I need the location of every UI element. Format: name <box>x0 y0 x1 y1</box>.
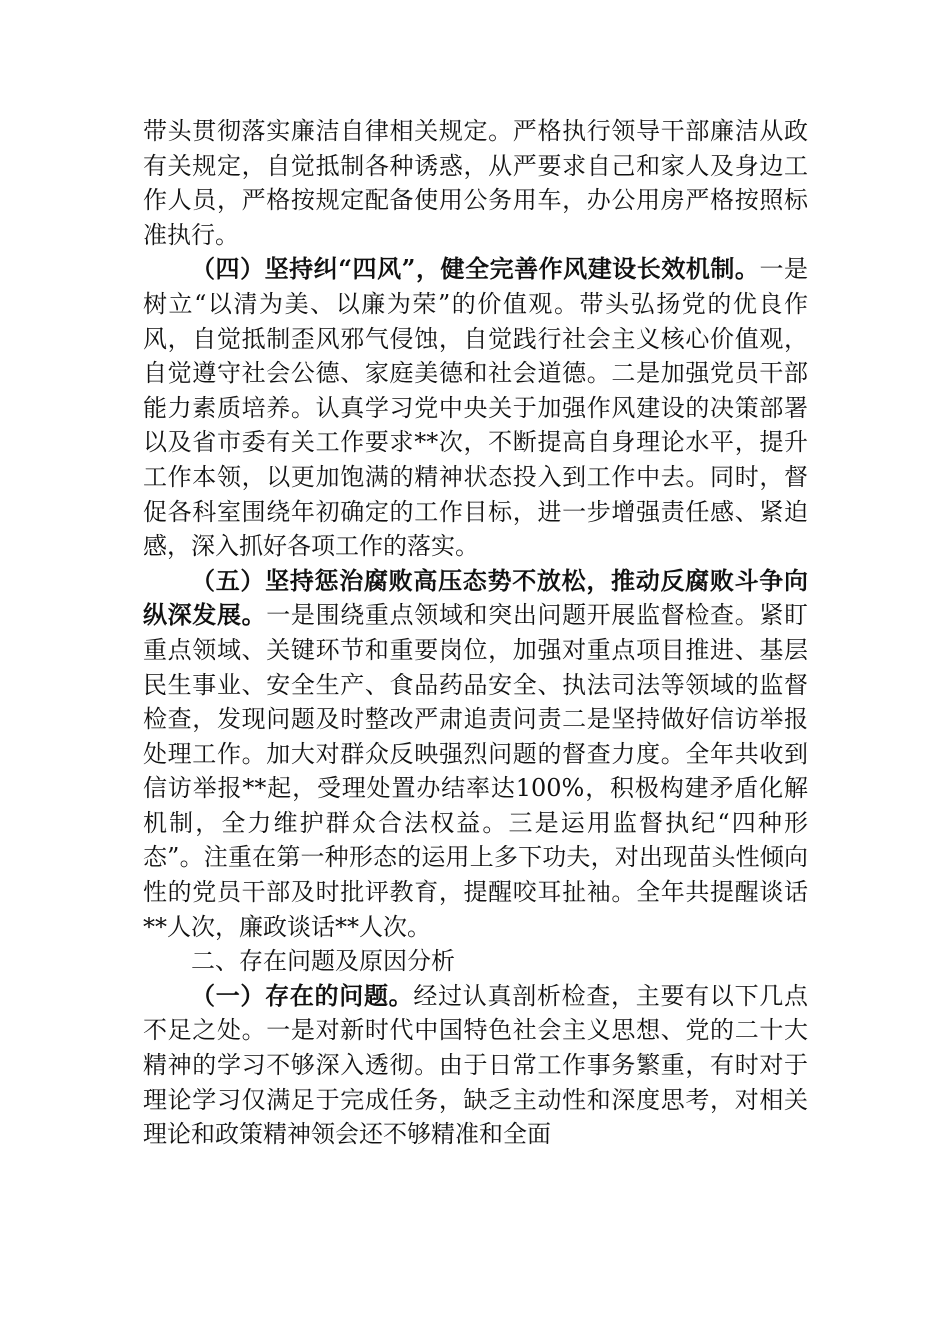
paragraph-four-styles <box>143 252 808 563</box>
paragraph-anti-corruption-body: 一是围绕重点领域和突出问题开展监督检查。紧盯重点领域、关键环节和重要岗位，加强对重点项目推进、基层民生事业、安全生产、食品药品安全、执法司法等领域的监督检查，发现问题及时整改严肃追责问责二是坚持做好信访举报处理工作。加大对群众反映强烈问题的督查力度。全年共收到信访举报**起，受理处置办结率达100%，积极构建矛盾化解机制，全力维护群众合法权益。三是运用监督执纪“四种形态”。注重在第一种形态的运用上多下功夫，对出现苗头性倾向性的党员干部及时批评教育，提醒咬耳扯袖。全年共提醒谈话**人次，廉政谈话**人次。 <box>143 601 809 941</box>
paragraph-existing-problems-body: 经过认真剖析检查，主要有以下几点不足之处。一是对新时代中国特色社会主义思想、党的二十大精神的学习不够深入透彻。由于日常工作事务繁重，有时对于理论学习仅满足于完成任务，缺乏主动性和深度思考，对相关理论和政策精神领会还不够精准和全面 <box>143 981 808 1149</box>
paragraph-integrity-rules: 带头贯彻落实廉洁自律相关规定。严格执行领导干部廉洁从政有关规定，自觉抵制各种诱惑，从严要求自己和家人及身边工作人员，严格按规定配备使用公务用车，办公用房严格按照标准执行。 <box>143 117 808 249</box>
subheading-anti-corruption: （五）坚持惩治腐败高压态势不放松，推动反腐败斗争向纵深发展。 <box>143 565 808 630</box>
document-page <box>143 114 808 1152</box>
paragraph-four-styles-body: 一是树立“以清为美、以廉为荣”的价值观。带头弘扬党的优良作风，自觉抵制歪风邪气侵蚀，自觉践行社会主义核心价值观，自觉遵守社会公德、家庭美德和社会道德。二是加强党员干部能力素质培养。认真学习党中央关于加强作风建设的决策部署以及省市委有关工作要求**次，不断提高自身理论水平，提升工作本领，以更加饱满的精神状态投入到工作中去。同时，督促各科室围绕年初确定的工作目标，进一步增强责任感、紧迫感，深入抓好各项工作的落实。 <box>143 255 809 561</box>
paragraph-existing-problems <box>143 979 808 1152</box>
paragraph-anti-corruption <box>143 564 808 945</box>
section-heading-problems: 二、存在问题及原因分析 <box>191 947 455 976</box>
subheading-four-styles: （四）坚持纠“四风”，健全完善作风建设长效机制。 <box>191 254 760 284</box>
subheading-existing-problems: （一）存在的问题。 <box>191 980 414 1010</box>
